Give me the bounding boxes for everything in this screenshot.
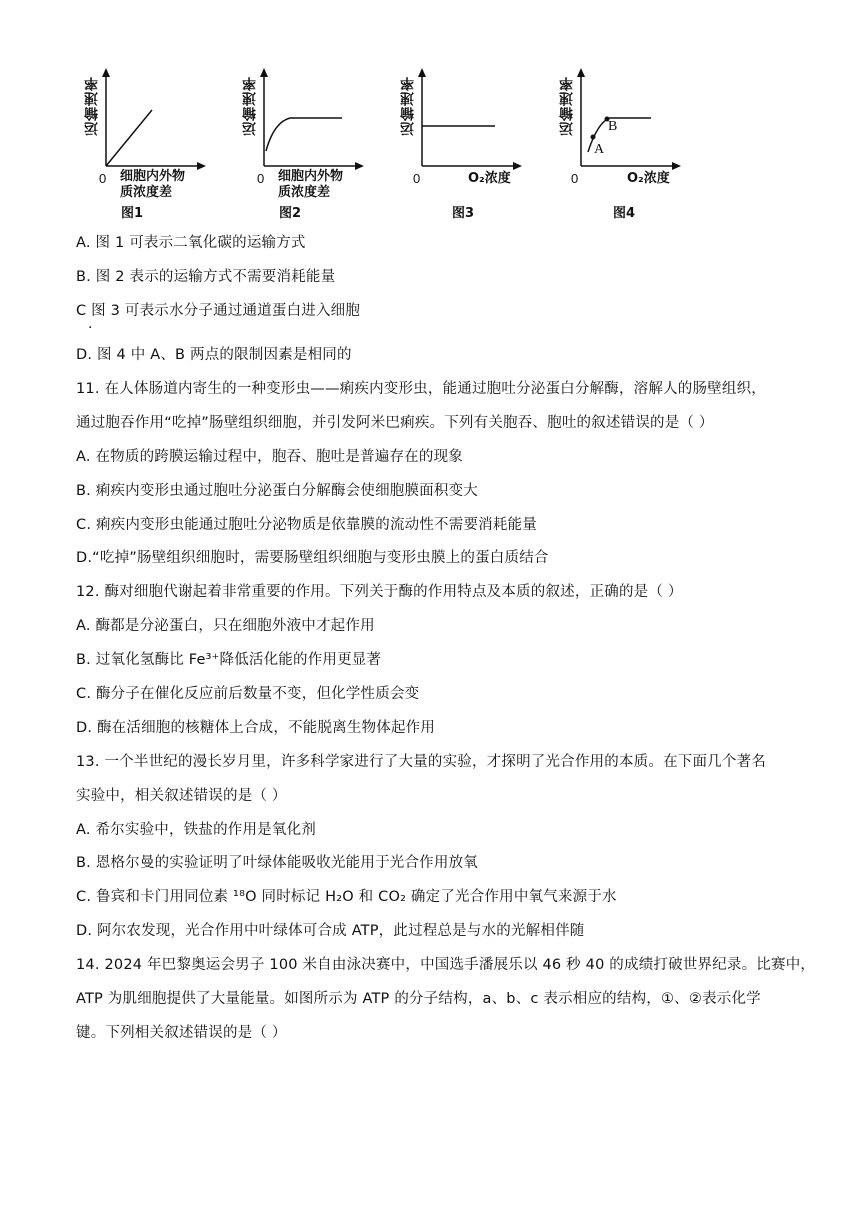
- figure-1-ylabel: 运输速率: [84, 76, 100, 136]
- figure-4-plot: [555, 64, 695, 184]
- figure-2-xlabel-line2: 质浓度差: [278, 185, 331, 200]
- figure-1-plot: [80, 64, 220, 184]
- figure-2: [238, 64, 388, 224]
- figure-1-curve: [106, 110, 152, 166]
- figure-4-ylabel: 运输速率: [559, 76, 575, 136]
- figure-1-y-arrow: [102, 68, 110, 77]
- option-13d: D. 阿尔农发现，光合作用中叶绿体可合成 ATP，此过程总是与水的光解相伴随: [76, 923, 585, 939]
- figure-4-origin: 0: [571, 171, 579, 186]
- figure-3-origin: 0: [413, 171, 421, 186]
- option-13b: B. 恩格尔曼的实验证明了叶绿体能吸收光能用于光合作用放氧: [76, 855, 478, 871]
- question-14-line1: 14. 2024 年巴黎奥运会男子 100 米自由泳决赛中，中国选手潘展乐以 46 秒 40 的成绩打破世界纪录。比赛中，: [76, 957, 816, 973]
- figure-1-xlabel-line1: 细胞内外物: [120, 169, 186, 184]
- figure-2-plot: [238, 64, 378, 184]
- stray-dot: ·: [88, 320, 93, 336]
- figure-1-x-arrow: [197, 162, 206, 170]
- question-13-line1: 13. 一个半世纪的漫长岁月里，许多科学家进行了大量的实验，才探明了光合作用的本质。在下面几个著名: [76, 754, 766, 770]
- option-10b: B. 图 2 表示的运输方式不需要消耗能量: [76, 269, 336, 285]
- figure-2-y-arrow: [260, 68, 268, 77]
- figure-3-name: 图3: [452, 206, 475, 221]
- option-11d: D.“吃掉”肠壁组织细胞时，需要肠壁组织细胞与变形虫膜上的蛋白质结合: [76, 550, 549, 566]
- figure-3: [396, 64, 546, 224]
- option-12d: D. 酶在活细胞的核糖体上合成，不能脱离生物体起作用: [76, 720, 436, 736]
- question-11-line1: 11. 在人体肠道内寄生的一种变形虫——痢疾内变形虫，能通过胞吐分泌蛋白分解酶，溶解人的肠壁组织，: [76, 381, 766, 397]
- figure-1-origin: 0: [99, 171, 107, 186]
- figure-4-xlabel: O₂浓度: [627, 171, 670, 186]
- figure-2-name: 图2: [279, 206, 302, 221]
- option-11a: A. 在物质的跨膜运输过程中，胞吞、胞吐是普遍存在的现象: [76, 449, 463, 465]
- figure-1: [80, 64, 230, 224]
- question-13-line2: 实验中，相关叙述错误的是（ ）: [76, 788, 287, 804]
- option-12c: C. 酶分子在催化反应前后数量不变，但化学性质会变: [76, 686, 420, 702]
- figure-4-x-arrow: [672, 162, 681, 170]
- figure-4-point-a-marker: [591, 135, 596, 140]
- figure-2-ylabel: 运输速率: [242, 76, 258, 136]
- option-11b: B. 痢疾内变形虫通过胞吐分泌蛋白分解酶会使细胞膜面积变大: [76, 483, 478, 499]
- figure-2-x-arrow: [355, 162, 364, 170]
- figure-4-point-a-label: A: [594, 142, 605, 157]
- question-14-line2: ATP 为肌细胞提供了大量能量。如图所示为 ATP 的分子结构，a、b、c 表示相应的结构，①、②表示化学: [76, 991, 761, 1007]
- figure-3-x-arrow: [513, 162, 522, 170]
- figure-1-name: 图1: [121, 206, 144, 221]
- figure-2-xlabel-line1: 细胞内外物: [278, 169, 344, 184]
- figure-3-plot: [396, 64, 536, 184]
- question-14-line3: 键。下列相关叙述错误的是（ ）: [76, 1025, 287, 1041]
- figure-3-y-arrow: [418, 68, 426, 77]
- figure-4-point-b-label: B: [608, 119, 618, 134]
- option-13a: A. 希尔实验中，铁盐的作用是氧化剂: [76, 822, 316, 838]
- figure-4: [555, 64, 705, 224]
- question-12: 12. 酶对细胞代谢起着非常重要的作用。下列关于酶的作用特点及本质的叙述，正确的是（ ）: [76, 584, 683, 600]
- question-11-line2: 通过胞吞作用“吃掉”肠壁组织细胞，并引发阿米巴痢疾。下列有关胞吞、胞吐的叙述错误的是（ ）: [76, 415, 714, 431]
- figure-4-y-arrow: [577, 68, 585, 77]
- option-10a: A. 图 1 可表示二氧化碳的运输方式: [76, 235, 306, 251]
- figure-2-curve: [266, 118, 342, 151]
- option-12a: A. 酶都是分泌蛋白，只在细胞外液中才起作用: [76, 618, 375, 634]
- figure-3-xlabel: O₂浓度: [468, 171, 511, 186]
- option-11c: C. 痢疾内变形虫能通过胞吐分泌物质是依靠膜的流动性不需要消耗能量: [76, 517, 537, 533]
- option-10c: C 图 3 可表示水分子通过通道蛋白进入细胞: [76, 303, 361, 319]
- option-12b: B. 过氧化氢酶比 Fe³⁺降低活化能的作用更显著: [76, 652, 382, 668]
- figure-4-name: 图4: [613, 206, 636, 221]
- figure-1-xlabel-line2: 质浓度差: [120, 185, 173, 200]
- option-13c: C. 鲁宾和卡门用同位素 ¹⁸O 同时标记 H₂O 和 CO₂ 确定了光合作用中氧气来源于水: [76, 889, 617, 905]
- figure-3-ylabel: 运输速率: [400, 76, 416, 136]
- option-10d: D. 图 4 中 A、B 两点的限制因素是相同的: [76, 347, 352, 363]
- figure-2-origin: 0: [257, 171, 265, 186]
- figure-row: [0, 0, 860, 225]
